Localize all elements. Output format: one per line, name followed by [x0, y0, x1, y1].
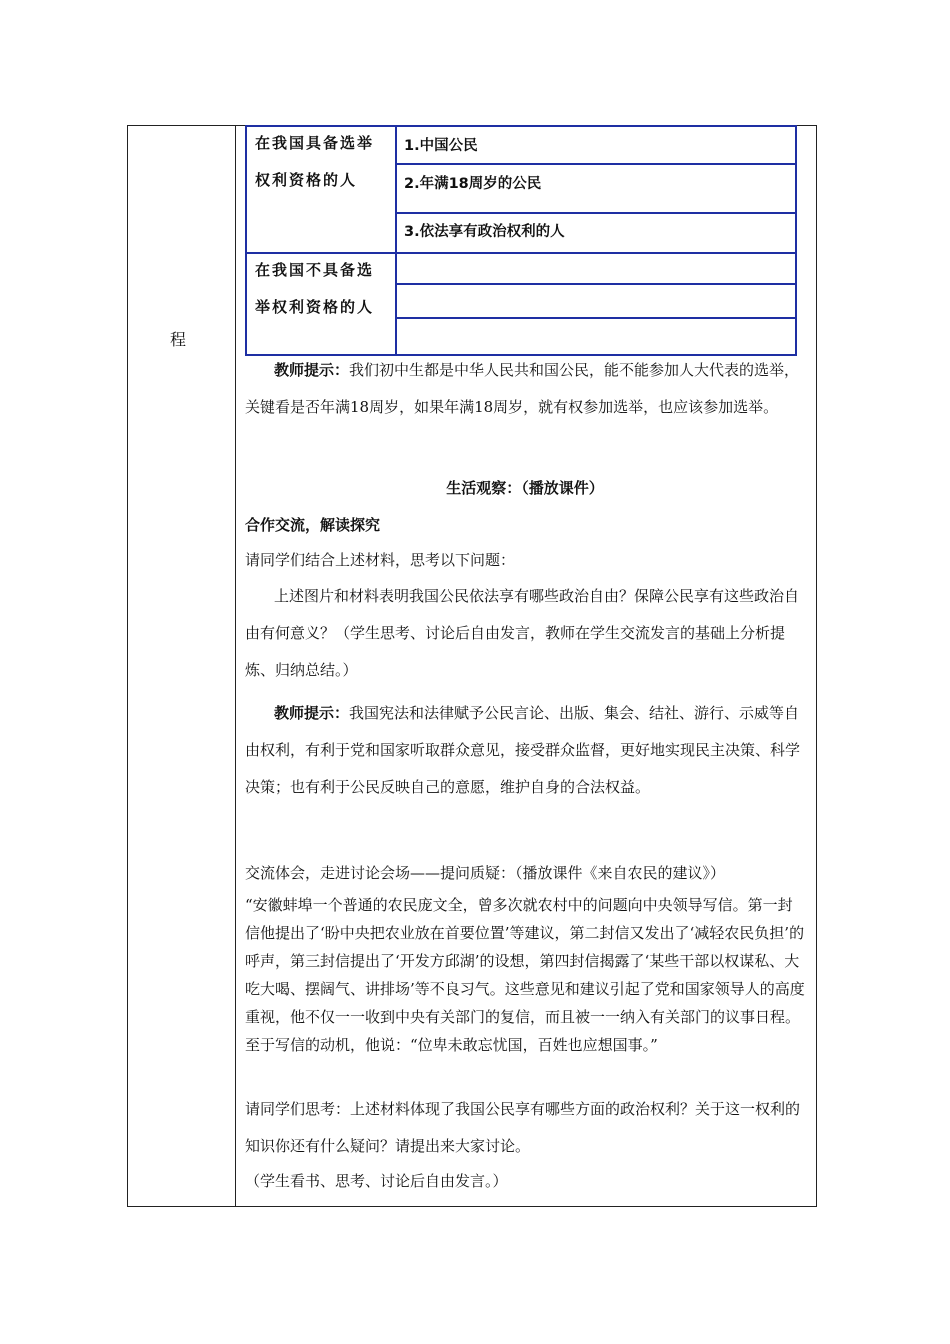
farmer-quote: “安徽蚌埠一个普通的农民庞文全，曾多次就农村中的问题向中央领导写信。第一封信他提出了‘盼中央把农业放在首要位置’等建议，第二封信又发出了‘减轻农民负担’的呼声，第三封信提出了‘开发方邱湖’的设想，第四封信揭露了‘某些干部以权谋私、大吃大喝、摆阔气、讲排场’等不良习气。这些意见和建议引起了党和国家领导人的高度重视，他不仅一一收到中央有关部门的复信，而且被一一纳入有关部门的议事日程。至于写信的动机，他说：“位卑未敢忘忧国，百姓也应想国事。” [245, 896, 805, 1054]
tip-label: 教师提示： [274, 704, 350, 722]
column-divider [235, 125, 236, 1207]
side-label: 程 [170, 330, 187, 349]
question-1: 上述图片和材料表明我国公民依法享有哪些政治自由？保障公民享有这些政治自由有何意义？（学生思考、讨论后自由发言，教师在学生交流发言的基础上分析提炼、归纳总结。） [245, 587, 800, 679]
closing-note: （学生看书、思考、讨论后自由发言。） [245, 1172, 508, 1190]
teacher-tip-2 [245, 695, 805, 806]
tip-label: 教师提示： [274, 361, 350, 379]
prompt-1: 请同学们结合上述材料，思考以下问题： [245, 551, 516, 569]
eligible-item: 3.依法享有政治权利的人 [404, 224, 565, 240]
election-rights-table [245, 125, 797, 356]
tip-text: 我国宪法和法律赋予公民言论、出版、集会、结社、游行、示威等自由权利，有利于党和国家听取群众意见，接受群众监督，更好地实现民主决策、科学决策；也有利于公民反映自己的意愿，维护自身的合法权益。 [245, 704, 801, 796]
coop-heading: 合作交流，解读探究 [245, 516, 381, 534]
tip-text: 我们初中生都是中华人民共和国公民，能不能参加人大代表的选举，关键看是否年满18周岁，如果年满18周岁，就有权参加选举，也应该参加选举。 [245, 361, 800, 416]
eligible-label: 在我国具备选举权利资格的人 [255, 134, 375, 189]
table-hline [397, 283, 795, 285]
prompt-2: 请同学们思考：上述材料体现了我国公民享有哪些方面的政治权利？关于这一权利的知识你还有什么疑问？请提出来大家讨论。 [245, 1100, 801, 1155]
eligible-item: 1.中国公民 [404, 138, 478, 154]
ineligible-label: 在我国不具备选举权利资格的人 [255, 261, 375, 316]
table-vline [395, 127, 397, 354]
life-observation: 生活观察：（播放课件） [446, 479, 604, 497]
teacher-tip-1 [245, 352, 805, 426]
eligible-item: 2.年满18周岁的公民 [404, 176, 542, 192]
discussion-intro: 交流体会，走进讨论会场——提问质疑：（播放课件《来自农民的建议》） [245, 864, 726, 882]
table-hline [397, 317, 795, 319]
table-hline [397, 212, 795, 214]
table-hline [397, 163, 795, 165]
